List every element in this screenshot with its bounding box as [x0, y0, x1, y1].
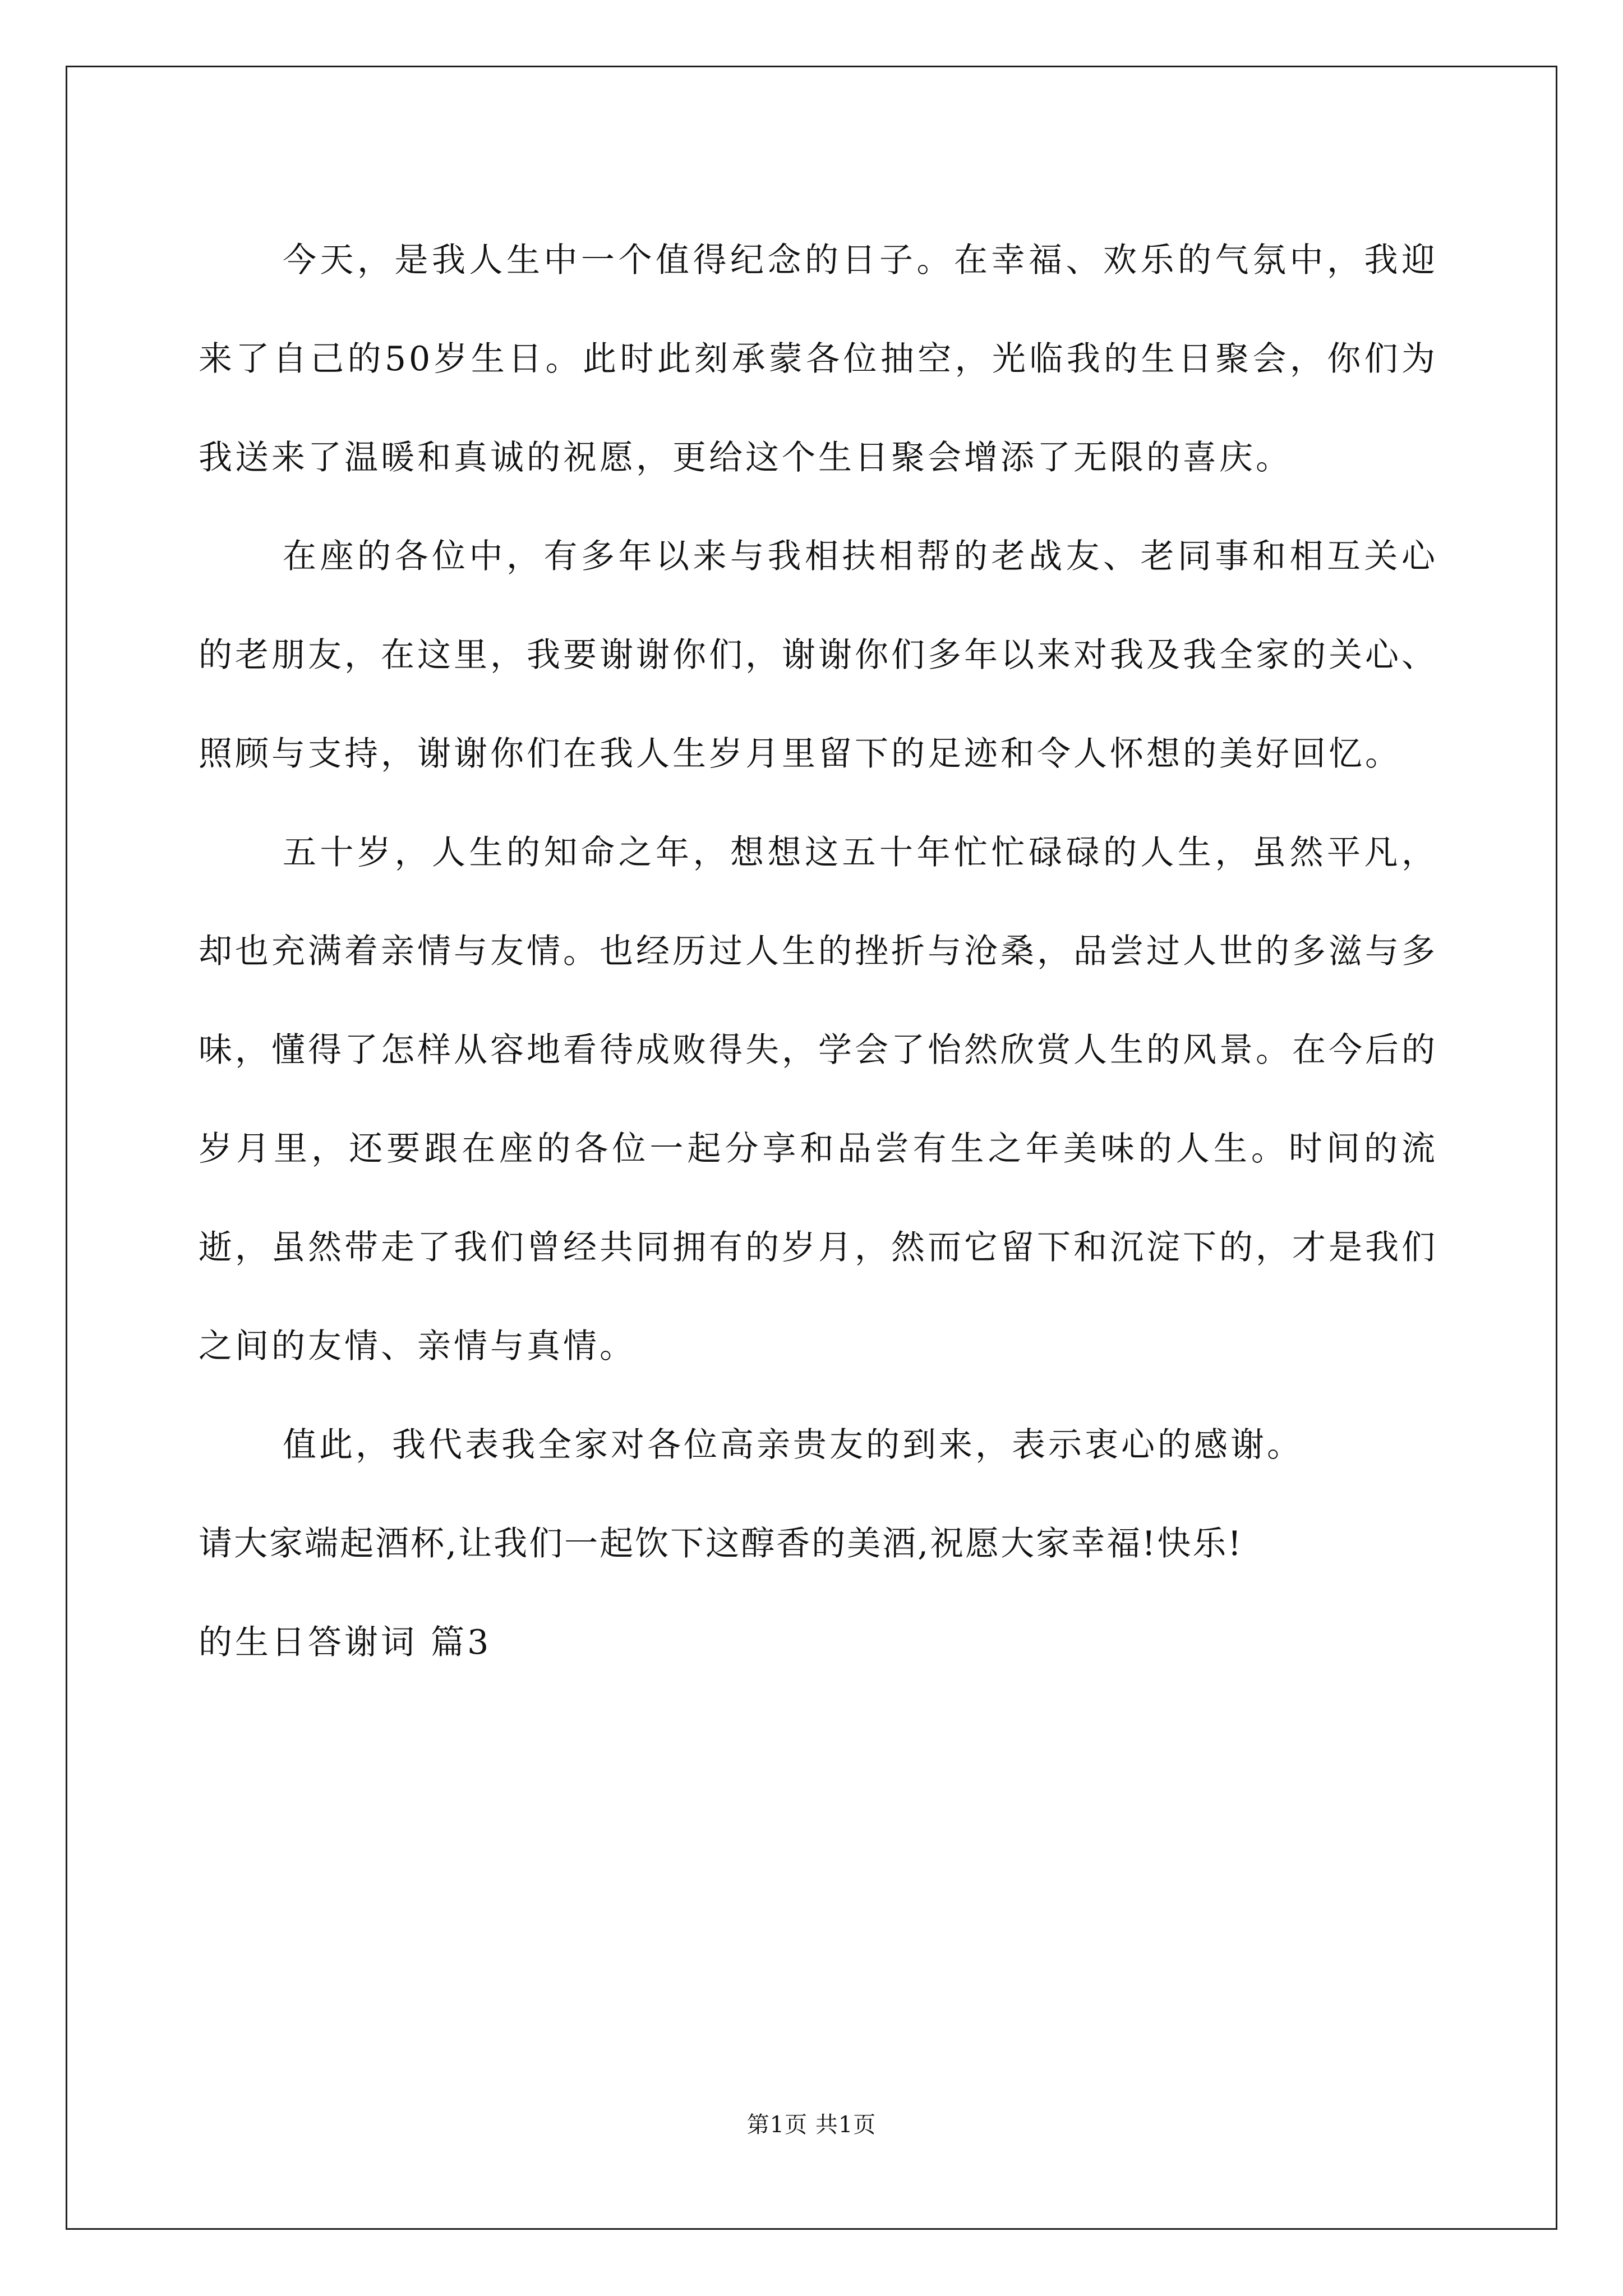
paragraph-3: 五十岁，人生的知命之年，想想这五十年忙忙碌碌的人生，虽然平凡，却也充满着亲情与友情。也经历过人生的挫折与沧桑，品尝过人世的多滋与多味，懂得了怎样从容地看待成败得失，学会了怡然欣赏人生的风景。在今后的岁月里，还要跟在座的各位一起分享和品尝有生之年美味的人生。时间的流逝，虽然带走了我们曾经共同拥有的岁月，然而它留下和沉淀下的，才是我们之间的友情、亲情与真情。 — [199, 833, 1438, 1366]
section-heading: 的生日答谢词 篇3 — [199, 1623, 492, 1662]
paragraph-1: 今天，是我人生中一个值得纪念的日子。在幸福、欢乐的气氛中，我迎来了自己的50岁生日。此时此刻承蒙各位抽空，光临我的生日聚会，你们为我送来了温暖和真诚的祝愿，更给这个生日聚会增添了无限的喜庆。 — [199, 241, 1438, 477]
page-number-footer: 第1页 共1页 — [746, 2112, 877, 2138]
closing-line: 请大家端起酒杯,让我们一起饮下这醇香的美酒,祝愿大家幸福!快乐! — [199, 1524, 1243, 1563]
document-body — [199, 211, 1438, 1692]
paragraph-4: 值此，我代表我全家对各位高亲贵友的到来，表示衷心的感谢。 — [283, 1425, 1303, 1465]
paragraph-2: 在座的各位中，有多年以来与我相扶相帮的老战友、老同事和相互关心的老朋友，在这里，我要谢谢你们，谢谢你们多年以来对我及我全家的关心、照顾与支持，谢谢你们在我人生岁月里留下的足迹和令人怀想的美好回忆。 — [199, 537, 1438, 774]
